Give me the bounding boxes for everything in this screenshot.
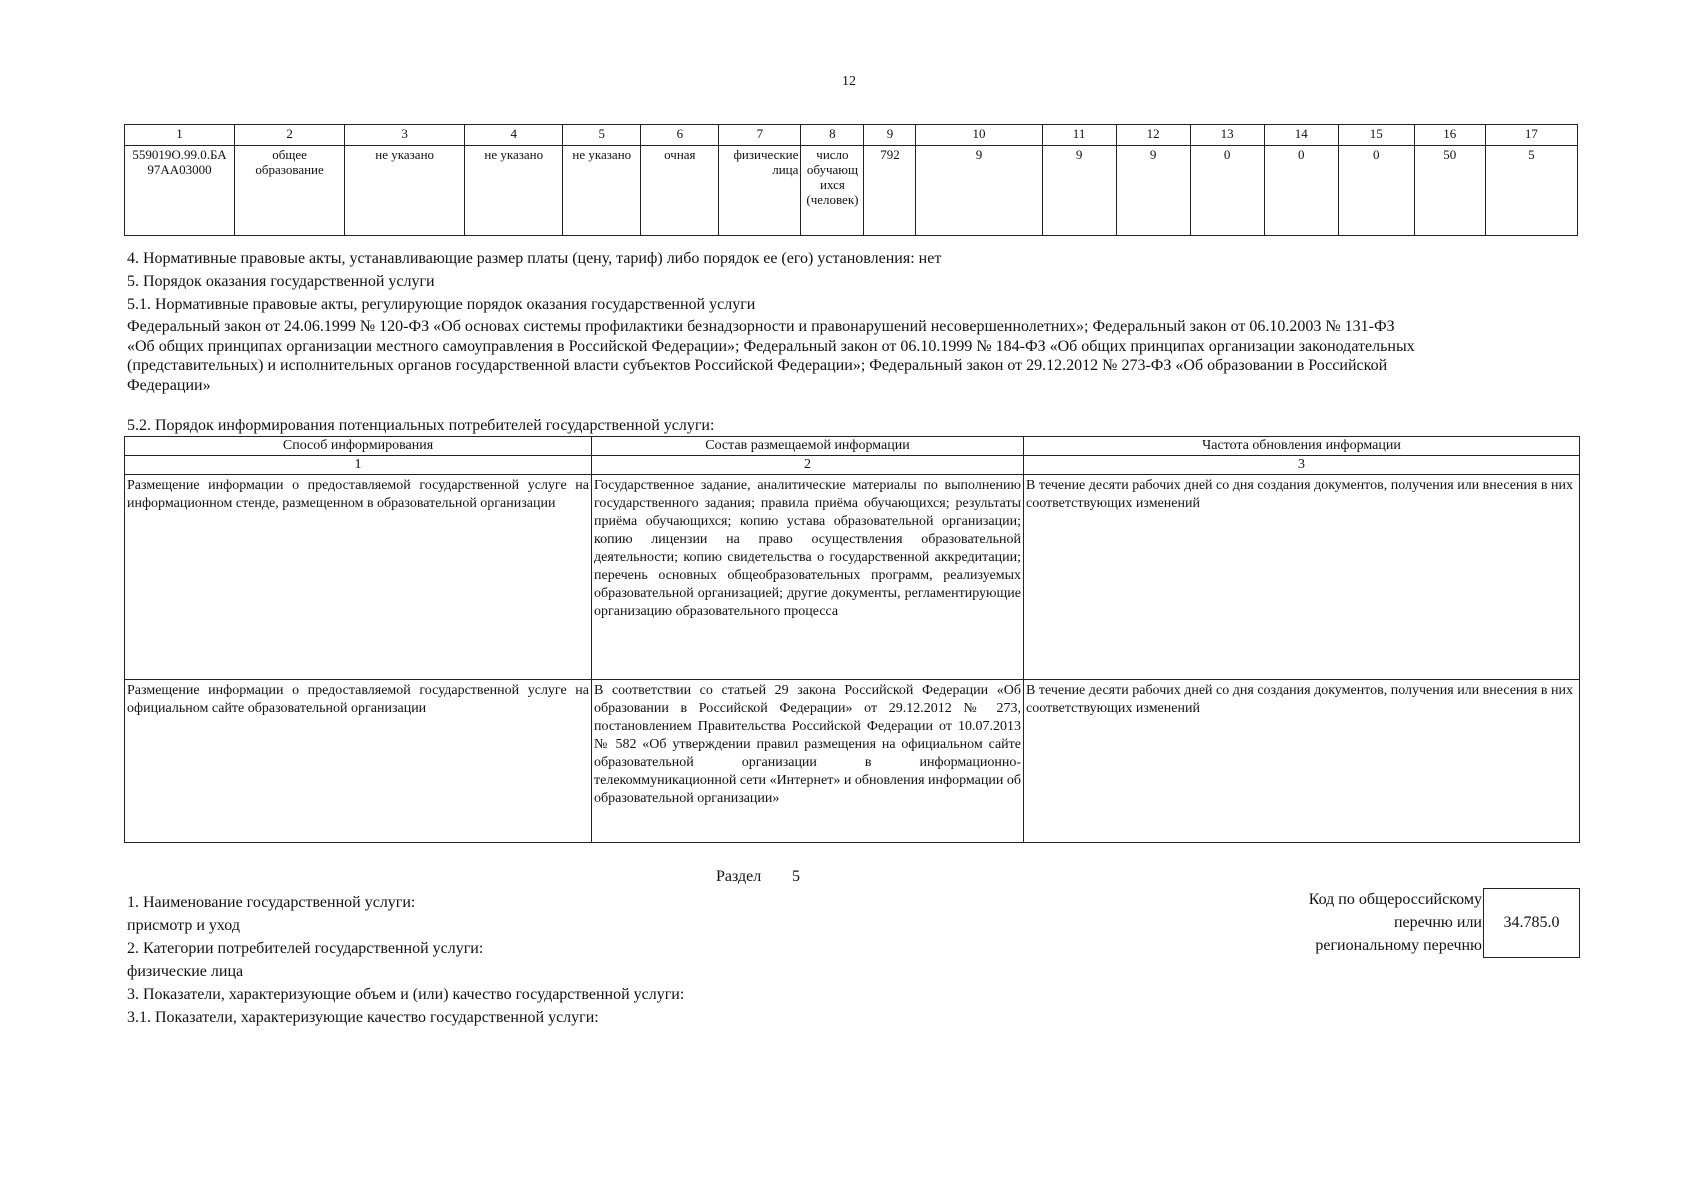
content-cell: В соответствии со статьей 29 закона Российской Федерации «Об образовании в Российской Федерации» от 29.12.2012 № 273, постановлением Правительства Российской Федерации от 10.07.2013 № 582 «Об утверждении правил размещения на официальном сайте образовательной организации в информационно-телекоммуникационной сети «Интернет» и обновления информации об образовательной организации» bbox=[592, 680, 1024, 843]
column-number: 1 bbox=[125, 456, 592, 475]
column-header: 17 bbox=[1485, 125, 1577, 146]
categories-label: 2. Категории потребителей государственной услуги: bbox=[127, 940, 484, 957]
table-row bbox=[125, 475, 1580, 680]
table-row bbox=[125, 146, 1578, 236]
method-cell: Размещение информации о предоставляемой государственной услуге на официальном сайте образовательной организации bbox=[125, 680, 592, 843]
indicator-name-line: обучающ bbox=[806, 162, 858, 177]
column-header: 6 bbox=[641, 125, 719, 146]
service-name-label: 1. Наименование государственной услуги: bbox=[127, 894, 416, 911]
table-cell: 792 bbox=[864, 146, 916, 236]
laws-line: «Об общих принципах организации местного самоуправления в Российской Федерации»; Федеральный закон от 06.10.1999 № 184-ФЗ «Об общих принципах организации законодательных bbox=[127, 337, 1415, 355]
code-label-line: Код по общероссийскому bbox=[1308, 891, 1482, 908]
laws-list bbox=[127, 317, 1567, 395]
column-header: 8 bbox=[801, 125, 864, 146]
column-header: 12 bbox=[1116, 125, 1190, 146]
table-cell: 9 bbox=[1042, 146, 1116, 236]
education-type-line: общее bbox=[272, 147, 307, 162]
column-header: 14 bbox=[1264, 125, 1338, 146]
column-header: 9 bbox=[864, 125, 916, 146]
table-cell: 0 bbox=[1264, 146, 1338, 236]
registry-code-cell bbox=[125, 146, 235, 236]
content-cell: Государственное задание, аналитические материалы по выполнению государственного задания; правила приёма обучающихся; результаты приёма обучающихся; копию устава образовательной организации; копию лицензии на право осуществления образовательной деятельности; копию свидетельства о государственной аккредитации; перечень основных общеобразовательных программ, реализуемых образовательной организацией; другие документы, регламентирующие организацию образовательного процесса bbox=[592, 475, 1024, 680]
column-header: 15 bbox=[1338, 125, 1414, 146]
column-header: 3 bbox=[345, 125, 465, 146]
table-cell: 0 bbox=[1338, 146, 1414, 236]
column-header: Способ информирования bbox=[125, 437, 592, 456]
frequency-cell: В течение десяти рабочих дней со дня создания документов, получения или внесения в них соответствующих изменений bbox=[1024, 680, 1580, 843]
informing-table bbox=[124, 436, 1580, 843]
paragraph-4: 4. Нормативные правовые акты, устанавливающие размер платы (цену, тариф) либо порядок ее (его) установления: нет bbox=[127, 250, 942, 267]
table-cell: 9 bbox=[916, 146, 1042, 236]
categories-value: физические лица bbox=[127, 963, 244, 980]
table-cell: не указано bbox=[345, 146, 465, 236]
frequency-cell: В течение десяти рабочих дней со дня создания документов, получения или внесения в них соответствующих изменений bbox=[1024, 475, 1580, 680]
table-cell: 5 bbox=[1485, 146, 1577, 236]
service-code-box bbox=[1483, 888, 1580, 958]
indicator-name-line: (человек) bbox=[806, 192, 859, 207]
column-header: 5 bbox=[563, 125, 641, 146]
column-header: 1 bbox=[125, 125, 235, 146]
indicator-name-cell bbox=[801, 146, 864, 236]
table-cell: 50 bbox=[1414, 146, 1485, 236]
indicators-heading: 3. Показатели, характеризующие объем и (или) качество государственной услуги: bbox=[127, 986, 685, 1003]
column-header: 11 bbox=[1042, 125, 1116, 146]
column-header: 4 bbox=[465, 125, 563, 146]
indicators-table bbox=[124, 124, 1578, 236]
table-cell: 0 bbox=[1190, 146, 1264, 236]
consumer-line: физические bbox=[733, 147, 799, 162]
column-number: 3 bbox=[1024, 456, 1580, 475]
paragraph-5-2: 5.2. Порядок информирования потенциальных потребителей государственной услуги: bbox=[127, 417, 715, 434]
table-cell: 9 bbox=[1116, 146, 1190, 236]
consumer-line: лица bbox=[772, 162, 799, 177]
column-number-row bbox=[125, 456, 1580, 475]
registry-code-line: 97АА03000 bbox=[147, 162, 212, 177]
code-label-line: региональному перечню bbox=[1315, 937, 1482, 954]
education-type-cell bbox=[235, 146, 345, 236]
table-cell: очная bbox=[641, 146, 719, 236]
table-header-row bbox=[125, 437, 1580, 456]
laws-line: Федеральный закон от 24.06.1999 № 120-ФЗ «Об основах системы профилактики безнадзорности и правонарушений несовершеннолетних»; Федеральный закон от 06.10.2003 № 131-ФЗ bbox=[127, 318, 1395, 335]
consumer-cell bbox=[719, 146, 801, 236]
section-number: 5 bbox=[792, 868, 800, 885]
table-cell: не указано bbox=[563, 146, 641, 236]
page-number: 12 bbox=[842, 74, 856, 89]
code-label-line: перечню или bbox=[1393, 914, 1482, 931]
column-header: 10 bbox=[916, 125, 1042, 146]
column-header: Состав размещаемой информации bbox=[592, 437, 1024, 456]
indicator-name-line: ихся bbox=[820, 177, 845, 192]
service-name-value: присмотр и уход bbox=[127, 917, 240, 934]
column-header: 7 bbox=[719, 125, 801, 146]
column-number: 2 bbox=[592, 456, 1024, 475]
column-header: Частота обновления информации bbox=[1024, 437, 1580, 456]
method-cell: Размещение информации о предоставляемой государственной услуге на информационном стенде, размещенном в образовательной организации bbox=[125, 475, 592, 680]
service-code-value: 34.785.0 bbox=[1503, 914, 1560, 931]
section-label: Раздел bbox=[716, 868, 762, 885]
table-cell: не указано bbox=[465, 146, 563, 236]
education-type-line: образование bbox=[255, 162, 324, 177]
table-row bbox=[125, 680, 1580, 843]
paragraph-5-1: 5.1. Нормативные правовые акты, регулирующие порядок оказания государственной услуги bbox=[127, 296, 756, 313]
column-header: 13 bbox=[1190, 125, 1264, 146]
table-header-row bbox=[125, 125, 1578, 146]
indicator-name-line: число bbox=[816, 147, 849, 162]
laws-line: (представительных) и исполнительных органов государственной власти субъектов Российской Федерации»; Федеральный закон от 29.12.2012 № 273-ФЗ «Об образовании в Российской bbox=[127, 357, 1388, 374]
laws-line: Федерации» bbox=[127, 376, 211, 394]
quality-heading: 3.1. Показатели, характеризующие качество государственной услуги: bbox=[127, 1009, 599, 1026]
registry-code-line: 559019О.99.0.БА bbox=[132, 147, 227, 162]
column-header: 2 bbox=[235, 125, 345, 146]
column-header: 16 bbox=[1414, 125, 1485, 146]
paragraph-5: 5. Порядок оказания государственной услуги bbox=[127, 273, 435, 290]
